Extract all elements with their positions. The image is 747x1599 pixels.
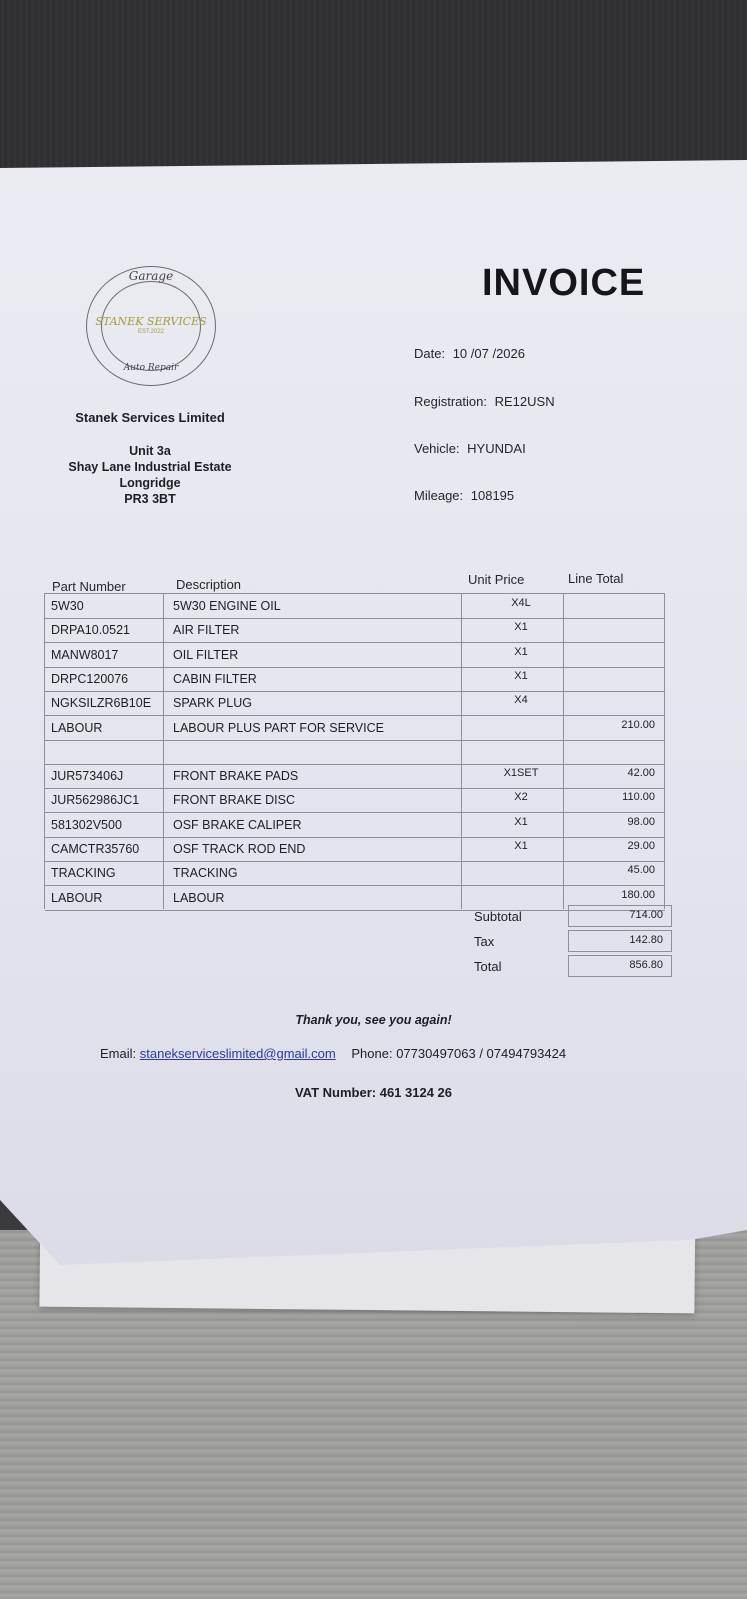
part-number-cell: NGKSILZR6B10E [51, 696, 152, 711]
registration-label: Registration: [414, 394, 487, 409]
vehicle-value: HYUNDAI [467, 441, 526, 456]
background-fabric-top [0, 0, 747, 180]
unit-price-cell [491, 740, 551, 764]
part-number-cell: DRPC120076 [51, 671, 129, 686]
thank-you-message: Thank you, see you again! [295, 1013, 452, 1027]
address-line-3: Longridge [119, 476, 181, 490]
description-cell: LABOUR [173, 890, 225, 905]
registration-value: RE12USN [494, 394, 555, 409]
part-number-cell: 581302V500 [51, 817, 122, 832]
logo-est-text: EST.2022 [137, 329, 165, 335]
part-number-cell: 5W30 [51, 599, 84, 613]
invoice-vehicle [414, 441, 526, 456]
unit-price-cell: X1SET [503, 767, 539, 780]
vat-number: VAT Number: 461 3124 26 [294, 1085, 453, 1100]
invoice-date [414, 346, 525, 361]
description-cell: 5W30 ENGINE OIL [173, 599, 281, 613]
line-total-cell: 29.00 [627, 840, 655, 852]
tax-label: Tax [474, 934, 495, 949]
address-line-4: PR3 3BT [124, 492, 176, 506]
address-line-1: Unit 3a [129, 444, 171, 458]
line-total-cell: 42.00 [627, 767, 655, 780]
line-total-cell: 180.00 [621, 888, 655, 901]
table-row [45, 594, 665, 619]
table-row [45, 618, 665, 643]
part-number-cell: CAMCTR35760 [51, 842, 140, 856]
description-cell: OSF TRACK ROD END [173, 842, 306, 856]
invoice-mileage [414, 488, 514, 503]
logo-brand-text: STANEK SERVICES [95, 315, 207, 328]
header-part-number: Part Number [52, 579, 126, 594]
email-link[interactable]: stanekserviceslimited@gmail.com [139, 1046, 336, 1061]
unit-price-cell [491, 716, 551, 740]
subtotal-value: 714.00 [568, 905, 672, 927]
table-row [45, 813, 665, 838]
invoice-registration [414, 394, 555, 409]
description-cell: CABIN FILTER [173, 671, 257, 686]
subtotal-label: Subtotal [474, 909, 522, 924]
header-line-total: Line Total [568, 571, 624, 586]
table-row [45, 740, 665, 765]
table-row [45, 716, 665, 741]
company-logo [86, 266, 216, 386]
description-cell: TRACKING [173, 866, 238, 881]
total-value: 856.80 [568, 955, 672, 977]
items-table [44, 593, 665, 909]
table-row [45, 788, 665, 813]
unit-price-cell: X2 [514, 791, 528, 804]
description-cell: OIL FILTER [173, 647, 239, 662]
description-cell: SPARK PLUG [173, 696, 252, 711]
unit-price-cell: X1 [514, 815, 528, 828]
unit-price-cell [491, 886, 551, 910]
header-unit-price: Unit Price [468, 572, 525, 587]
description-cell: OSF BRAKE CALIPER [173, 817, 302, 832]
unit-price-cell [491, 861, 551, 885]
email-label: Email: [100, 1046, 137, 1061]
unit-price-cell: X4 [514, 694, 528, 707]
company-name: Stanek Services Limited [75, 410, 225, 425]
address-line-2: Shay Lane Industrial Estate [68, 460, 232, 474]
invoice-title: INVOICE [482, 262, 646, 304]
logo-top-text: Garage [128, 269, 174, 283]
total-label: Total [474, 959, 502, 974]
description-cell: FRONT BRAKE PADS [173, 769, 299, 784]
line-total-cell: 45.00 [627, 864, 655, 877]
part-number-cell: JUR573406J [51, 769, 124, 784]
table-row [45, 861, 665, 886]
date-label: Date: [414, 346, 446, 361]
table-row [45, 691, 665, 716]
phone-label: Phone: [351, 1046, 393, 1061]
description-cell: FRONT BRAKE DISC [173, 793, 296, 808]
part-number-cell: LABOUR [51, 890, 103, 905]
description-cell: LABOUR PLUS PART FOR SERVICE [173, 720, 384, 735]
header-description: Description [176, 577, 242, 592]
part-number-cell: DRPA10.0521 [51, 623, 130, 638]
unit-price-cell: X1 [514, 621, 528, 634]
mileage-label: Mileage: [414, 488, 464, 503]
part-number-cell: MANW8017 [51, 647, 119, 662]
mileage-value: 108195 [470, 488, 515, 503]
line-total-cell: 110.00 [622, 791, 655, 804]
unit-price-cell: X1 [514, 669, 528, 682]
part-number-cell: LABOUR [51, 720, 103, 735]
unit-price-cell: X1 [514, 840, 528, 852]
phone-value: 07730497063 / 07494793424 [396, 1046, 567, 1061]
tax-value: 142.80 [568, 930, 672, 952]
unit-price-cell: X1 [514, 645, 528, 658]
table-row [45, 643, 665, 668]
description-cell: AIR FILTER [173, 623, 240, 638]
line-total-cell: 98.00 [627, 815, 655, 828]
part-number-cell: TRACKING [51, 866, 116, 881]
logo-bottom-text: Auto Repair [123, 363, 179, 373]
date-value: 10 /07 /2026 [452, 346, 525, 361]
line-total-cell: 210.00 [621, 718, 655, 731]
table-row [45, 667, 665, 692]
part-number-cell: JUR562986JC1 [51, 793, 140, 808]
unit-price-cell: X4L [511, 597, 531, 609]
vehicle-label: Vehicle: [414, 441, 460, 456]
table-row [45, 764, 665, 789]
contact-line [100, 1046, 566, 1061]
table-row [45, 837, 665, 862]
